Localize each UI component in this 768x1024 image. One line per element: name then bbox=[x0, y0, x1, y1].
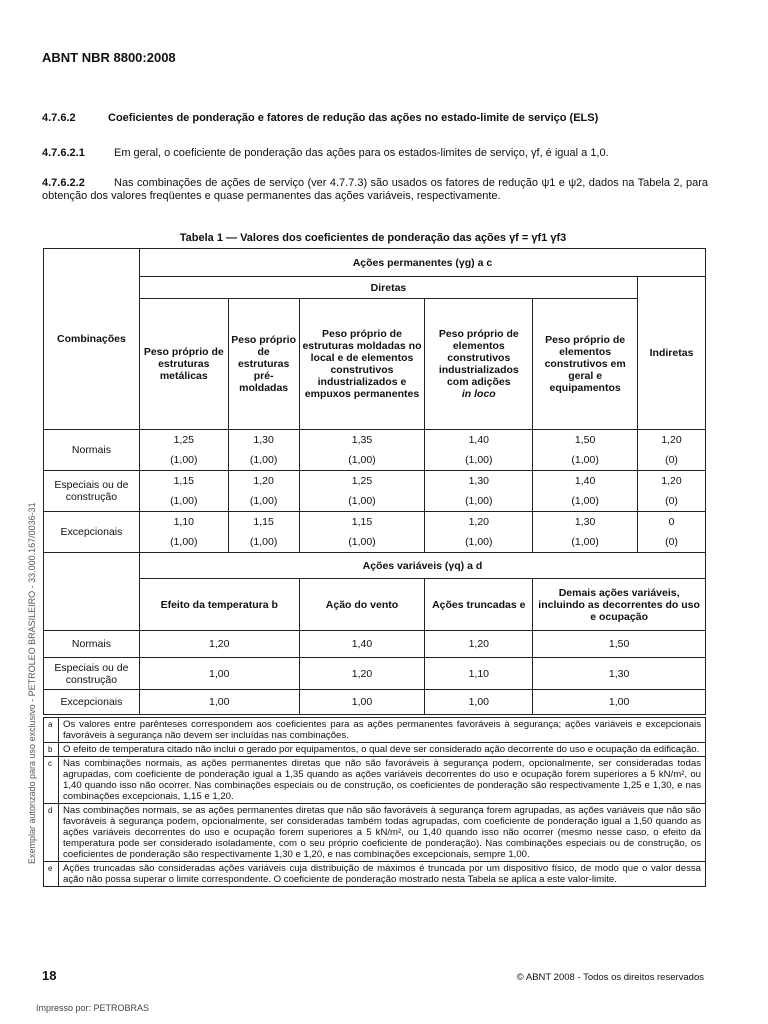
note-e bbox=[44, 862, 706, 887]
row-label: Normais bbox=[44, 430, 140, 471]
section-text: Nas combinações de ações de serviço (ver 4.7.7.3) são usados os fatores de redução ψ1 e ψ2, dados na Tabela 2, para obtenção dos valores freqüentes e quase permanentes das ações variáveis, respectivamente. bbox=[42, 177, 708, 202]
value: 1,35 bbox=[351, 434, 373, 446]
favorable-value: (1,00) bbox=[571, 495, 599, 507]
value-cell: 1,10 bbox=[425, 658, 533, 690]
row-label: Especiais ou de construção bbox=[44, 658, 140, 690]
favorable-value: (1,00) bbox=[465, 454, 493, 466]
value-cell bbox=[299, 471, 425, 512]
row-label: Especiais ou de construção bbox=[44, 471, 140, 512]
value-cell bbox=[228, 512, 299, 553]
value-cell bbox=[299, 430, 425, 471]
value-cell: 1,50 bbox=[533, 631, 706, 658]
note-text: Nas combinações normais, se as ações permanentes diretas que não são favoráveis à segurança forem agrupadas, as ações variáveis que não são favoráveis à segurança podem, opcionalmente, ser consideradas também todas agrupadas, com coeficiente de ponderação igual a 1,50 quando as ações variáveis decorrentes do uso e ocupação forem superiores a 5 kN/m², ou 1,40 quando isso não ocorrer (mesmo nesse caso, o efeito da temperatura pode ser considerado isoladamente, com o seu próprio coeficiente de ponderação). Nas combinações especiais ou de construção, os coeficientes de ponderação são respectivamente 1,30 e 1,20, e nas combinações excepcionais, sempre 1,00. bbox=[59, 804, 706, 862]
authorization-text: Exemplar autorizado para uso exclusivo - PETROLEO BRASILEIRO - 33.000.167/0036-31 bbox=[27, 502, 37, 864]
note-letter: a bbox=[44, 718, 59, 743]
note-letter: e bbox=[44, 862, 59, 887]
variaveis-header: Ações variáveis (γq) a d bbox=[139, 553, 705, 579]
value: 1,15 bbox=[253, 516, 274, 528]
value-cell: 1,20 bbox=[299, 658, 425, 690]
section-number: 4.7.6.2.2 bbox=[42, 177, 85, 189]
value: 0 bbox=[668, 516, 675, 528]
value-cell bbox=[228, 430, 299, 471]
note-letter: b bbox=[44, 743, 59, 757]
value-cell bbox=[638, 471, 706, 512]
value: 1,20 bbox=[253, 475, 274, 487]
value: 1,30 bbox=[253, 434, 274, 446]
note-b bbox=[44, 743, 706, 757]
diretas-header: Diretas bbox=[139, 277, 637, 299]
value-cell bbox=[425, 471, 533, 512]
favorable-value: (1,00) bbox=[170, 536, 198, 548]
value-cell bbox=[425, 430, 533, 471]
value-cell bbox=[533, 430, 638, 471]
value-cell: 1,00 bbox=[139, 690, 299, 715]
combinacoes-header: Combinações bbox=[44, 249, 140, 430]
var-col-header: Ação do vento bbox=[299, 579, 425, 631]
value-cell bbox=[425, 512, 533, 553]
note-text: Nas combinações normais, as ações permanentes diretas que não são favoráveis à segurança podem, opcionalmente, ser consideradas todas agrupadas, com coeficiente de ponderação igual a 1,35 quando as ações variáveis decorrentes do uso e ocupação forem superiores a 5 kN/m², ou 1,40 quando isso não ocorrer. Nas combinações especiais ou de construção, os coeficientes de ponderação são respectivamente 1,25 e 1,30, e nas combinações excepcionais, 1,15 e 1,20. bbox=[59, 757, 706, 804]
perm-col-header: Peso próprio de estruturas pré-moldadas bbox=[228, 299, 299, 430]
perm-col-header: Peso próprio de elementos construtivos em geral e equipamentos bbox=[533, 299, 638, 430]
section-text: Em geral, o coeficiente de ponderação das ações para os estados-limites de serviço, γf, é igual a 1,0. bbox=[114, 147, 609, 159]
value: 1,50 bbox=[574, 434, 596, 446]
value: 1,40 bbox=[468, 434, 489, 446]
section-number: 4.7.6.2 bbox=[42, 112, 76, 124]
favorable-value: (1,00) bbox=[170, 454, 198, 466]
in-loco-label: in loco bbox=[461, 388, 496, 400]
note-text: Os valores entre parênteses correspondem aos coeficientes para as ações permanentes favoráveis à segurança; ações variáveis e excepcionais favoráveis à segurança não devem ser incluídas nas combinações. bbox=[59, 718, 706, 743]
value-cell bbox=[139, 430, 228, 471]
favorable-value: (0) bbox=[665, 495, 678, 507]
value-cell bbox=[533, 512, 638, 553]
note-a bbox=[44, 718, 706, 743]
value: 1,20 bbox=[468, 516, 489, 528]
section-4-7-6-2-1 bbox=[42, 147, 708, 160]
section-number: 4.7.6.2.1 bbox=[42, 147, 85, 159]
value-cell: 1,00 bbox=[139, 658, 299, 690]
combinacoes-blank bbox=[44, 553, 140, 631]
row-label: Excepcionais bbox=[44, 512, 140, 553]
value-cell: 1,00 bbox=[299, 690, 425, 715]
document-header: ABNT NBR 8800:2008 bbox=[42, 50, 176, 65]
note-text: Ações truncadas são consideradas ações variáveis cuja distribuição de máximos é truncada por um dispositivo físico, de modo que o valor dessa ação não possa superar o limite correspondente. O coeficiente de ponderação mostrado nesta Tabela se aplica a este valor-limite. bbox=[59, 862, 706, 887]
note-letter: d bbox=[44, 804, 59, 862]
value: 1,15 bbox=[351, 516, 373, 528]
favorable-value: (1,00) bbox=[249, 454, 278, 466]
table-caption: Tabela 1 — Valores dos coeficientes de ponderação das ações γf = γf1 γf3 bbox=[179, 232, 567, 244]
note-c bbox=[44, 757, 706, 804]
value: 1,30 bbox=[574, 516, 596, 528]
note-text: O efeito de temperatura citado não inclui o gerado por equipamentos, o qual deve ser considerado ação decorrente do uso e ocupação da edificação. bbox=[59, 743, 706, 757]
var-col-header: Demais ações variáveis, incluindo as decorrentes do uso e ocupação bbox=[533, 579, 706, 631]
note-d bbox=[44, 804, 706, 862]
var-col-header: Efeito da temperatura b bbox=[139, 579, 299, 631]
printed-by: Impresso por: PETROBRAS bbox=[36, 1003, 150, 1013]
value-cell bbox=[139, 512, 228, 553]
favorable-value: (1,00) bbox=[249, 536, 278, 548]
value: 1,20 bbox=[661, 434, 682, 446]
favorable-value: (1,00) bbox=[465, 495, 493, 507]
favorable-value: (1,00) bbox=[249, 495, 278, 507]
coefficients-table bbox=[43, 248, 706, 715]
value: 1,25 bbox=[351, 475, 373, 487]
favorable-value: (0) bbox=[665, 454, 678, 466]
note-letter: c bbox=[44, 757, 59, 804]
var-col-header: Ações truncadas e bbox=[425, 579, 533, 631]
value-cell: 1,00 bbox=[533, 690, 706, 715]
value: 1,40 bbox=[574, 475, 596, 487]
value-cell: 1,00 bbox=[425, 690, 533, 715]
value-cell bbox=[638, 512, 706, 553]
section-title: Coeficientes de ponderação e fatores de redução das ações no estado-limite de serviço (ELS) bbox=[108, 112, 599, 124]
copyright: © ABNT 2008 - Todos os direitos reservados bbox=[516, 972, 704, 983]
value-cell: 1,40 bbox=[299, 631, 425, 658]
value-cell bbox=[299, 512, 425, 553]
value: 1,15 bbox=[173, 475, 194, 487]
value-cell bbox=[533, 471, 638, 512]
favorable-value: (1,00) bbox=[348, 495, 376, 507]
indiretas-header: Indiretas bbox=[638, 277, 706, 430]
perm-col-header bbox=[425, 299, 533, 430]
favorable-value: (0) bbox=[665, 536, 678, 548]
perm-col-header: Peso próprio de estruturas metálicas bbox=[139, 299, 228, 430]
favorable-value: (1,00) bbox=[571, 536, 599, 548]
value: 1,20 bbox=[661, 475, 682, 487]
value: 1,30 bbox=[468, 475, 489, 487]
value-cell bbox=[638, 430, 706, 471]
value-cell bbox=[139, 471, 228, 512]
value-cell bbox=[228, 471, 299, 512]
perm-col-label: Peso próprio de elementos construtivos industrializados com adições bbox=[438, 328, 519, 388]
page-number: 18 bbox=[42, 968, 57, 983]
value-cell: 1,30 bbox=[533, 658, 706, 690]
favorable-value: (1,00) bbox=[348, 536, 376, 548]
table-notes bbox=[43, 717, 706, 887]
favorable-value: (1,00) bbox=[170, 495, 198, 507]
permanentes-header: Ações permanentes (γg) a c bbox=[139, 249, 705, 277]
section-4-7-6-2 bbox=[42, 112, 708, 125]
row-label: Normais bbox=[44, 631, 140, 658]
favorable-value: (1,00) bbox=[465, 536, 493, 548]
value: 1,10 bbox=[173, 516, 194, 528]
value-cell: 1,20 bbox=[139, 631, 299, 658]
section-4-7-6-2-2 bbox=[42, 177, 708, 203]
row-label: Excepcionais bbox=[44, 690, 140, 715]
favorable-value: (1,00) bbox=[571, 454, 599, 466]
favorable-value: (1,00) bbox=[348, 454, 376, 466]
value: 1,25 bbox=[173, 434, 194, 446]
value-cell: 1,20 bbox=[425, 631, 533, 658]
perm-col-header: Peso próprio de estruturas moldadas no local e de elementos construtivos industrializados e empuxos permanentes bbox=[299, 299, 425, 430]
